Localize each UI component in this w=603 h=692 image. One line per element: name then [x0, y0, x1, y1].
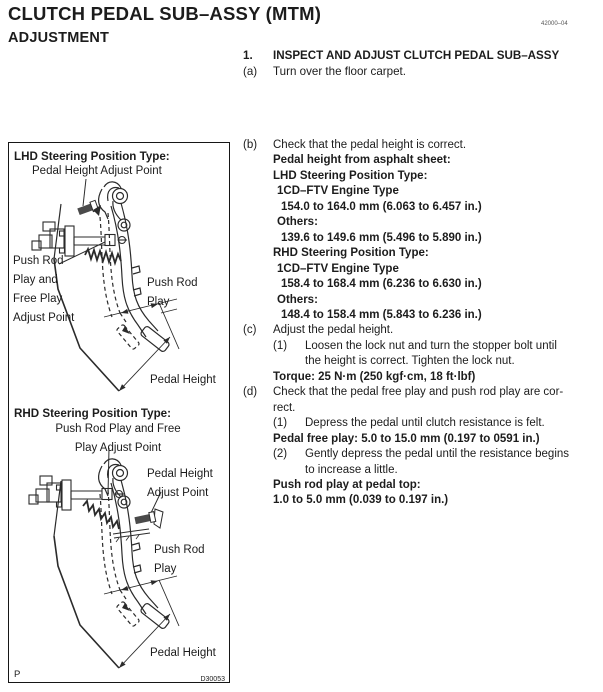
line-text: Others:	[277, 293, 318, 306]
rhd-pedal-height-label: Pedal Height	[150, 647, 216, 659]
page-title: CLUTCH PEDAL SUB–ASSY (MTM)	[8, 3, 322, 24]
item-number: (2)	[273, 448, 288, 461]
procedure-line	[243, 433, 599, 448]
item-a-text: Turn over the floor carpet.	[273, 65, 406, 78]
procedure-line	[243, 355, 599, 370]
procedure-line	[243, 386, 599, 401]
line-text: RHD Steering Position Type:	[273, 247, 429, 260]
procedure-line	[243, 464, 599, 479]
line-text: Depress the pedal until clutch resistance is felt.	[305, 417, 545, 430]
line-text: Adjust the pedal height.	[273, 324, 394, 337]
item-number: (b)	[243, 139, 258, 151]
item-a-number: (a)	[243, 65, 258, 78]
procedure-line	[243, 154, 599, 169]
procedure-line	[243, 340, 599, 355]
page-subtitle: ADJUSTMENT	[8, 30, 110, 46]
procedure-line	[243, 139, 599, 154]
procedure-line	[243, 371, 599, 386]
procedure-line	[243, 448, 599, 463]
line-text: Check that the pedal free play and push rod play are cor-	[273, 386, 564, 399]
line-text: 1.0 to 5.0 mm (0.039 to 0.197 in.)	[273, 494, 449, 507]
rhd-push-rod-free-play-label: Push Rod Play and Free Play Adjust Point	[55, 423, 181, 454]
step-item-a-row	[243, 65, 599, 81]
procedure-line	[243, 417, 599, 432]
procedure-line	[243, 494, 599, 509]
procedure-line	[243, 170, 599, 185]
figure-corner-mark: P	[14, 669, 21, 680]
line-text: Check that the pedal height is correct.	[273, 139, 467, 151]
line-text: Pedal height from asphalt sheet:	[273, 154, 451, 167]
procedure-line	[243, 309, 599, 324]
doc-code: 42000–04	[541, 21, 568, 27]
line-text: the height is correct. Tighten the lock nut.	[305, 355, 515, 368]
line-text: Push rod play at pedal top:	[273, 478, 421, 491]
line-text: 1CD–FTV Engine Type	[277, 185, 399, 198]
lhd-title-label: LHD Steering Position Type:	[14, 150, 170, 163]
procedure-line	[243, 479, 599, 494]
line-text: LHD Steering Position Type:	[273, 169, 428, 182]
line-text: Others:	[277, 216, 318, 229]
line-text: Loosen the lock nut and turn the stopper bolt until	[305, 339, 557, 352]
step-1-heading-row	[243, 49, 599, 65]
figure-box	[8, 142, 230, 683]
line-text: 148.4 to 158.4 mm (5.843 to 6.236 in.)	[281, 308, 482, 321]
item-number: (d)	[243, 386, 258, 399]
line-text: Gently depress the pedal until the resistance begins	[305, 448, 570, 461]
step-heading: INSPECT AND ADJUST CLUTCH PEDAL SUB–ASSY	[273, 49, 560, 62]
procedure-line	[243, 278, 599, 293]
lhd-pedal-height-adjust-point-label: Pedal Height Adjust Point	[32, 165, 162, 177]
procedure-line	[243, 294, 599, 309]
rhd-pedal-height-adjust-point-label: Pedal Height Adjust Point	[147, 468, 213, 499]
procedure-line	[243, 263, 599, 278]
line-text: 139.6 to 149.6 mm (5.496 to 5.890 in.)	[281, 231, 482, 244]
rhd-title-label: RHD Steering Position Type:	[14, 407, 171, 420]
procedure-line	[243, 402, 599, 417]
rhd-push-rod-play-label: Push Rod Play	[154, 544, 205, 575]
procedure-line	[243, 185, 599, 200]
procedure-line	[243, 247, 599, 262]
item-number: (1)	[273, 339, 288, 352]
line-text: 154.0 to 164.0 mm (6.063 to 6.457 in.)	[281, 200, 482, 213]
item-number: (c)	[243, 324, 257, 337]
procedure-line	[243, 232, 599, 247]
lhd-pedal-height-label: Pedal Height	[150, 374, 216, 386]
procedure-list	[243, 139, 599, 510]
line-text: 158.4 to 168.4 mm (6.236 to 6.630 in.)	[281, 278, 482, 291]
lhd-push-rod-play-label: Push Rod Play	[147, 277, 198, 308]
procedure-line	[243, 216, 599, 231]
procedure-line	[243, 324, 599, 339]
line-text: rect.	[273, 401, 296, 414]
lhd-push-rod-free-play-label: Push Rod Play and Free Play Adjust Point	[13, 255, 75, 324]
line-text: Pedal free play: 5.0 to 15.0 mm (0.197 to 0591 in.)	[273, 432, 540, 445]
line-text: to increase a little.	[305, 463, 398, 476]
line-text: 1CD–FTV Engine Type	[277, 262, 399, 275]
procedure-line	[243, 201, 599, 216]
step-number: 1.	[243, 49, 253, 62]
figure-code: D30053	[200, 676, 225, 683]
line-text: Torque: 25 N·m (250 kgf·cm, 18 ft·lbf)	[273, 370, 476, 383]
item-number: (1)	[273, 417, 288, 430]
